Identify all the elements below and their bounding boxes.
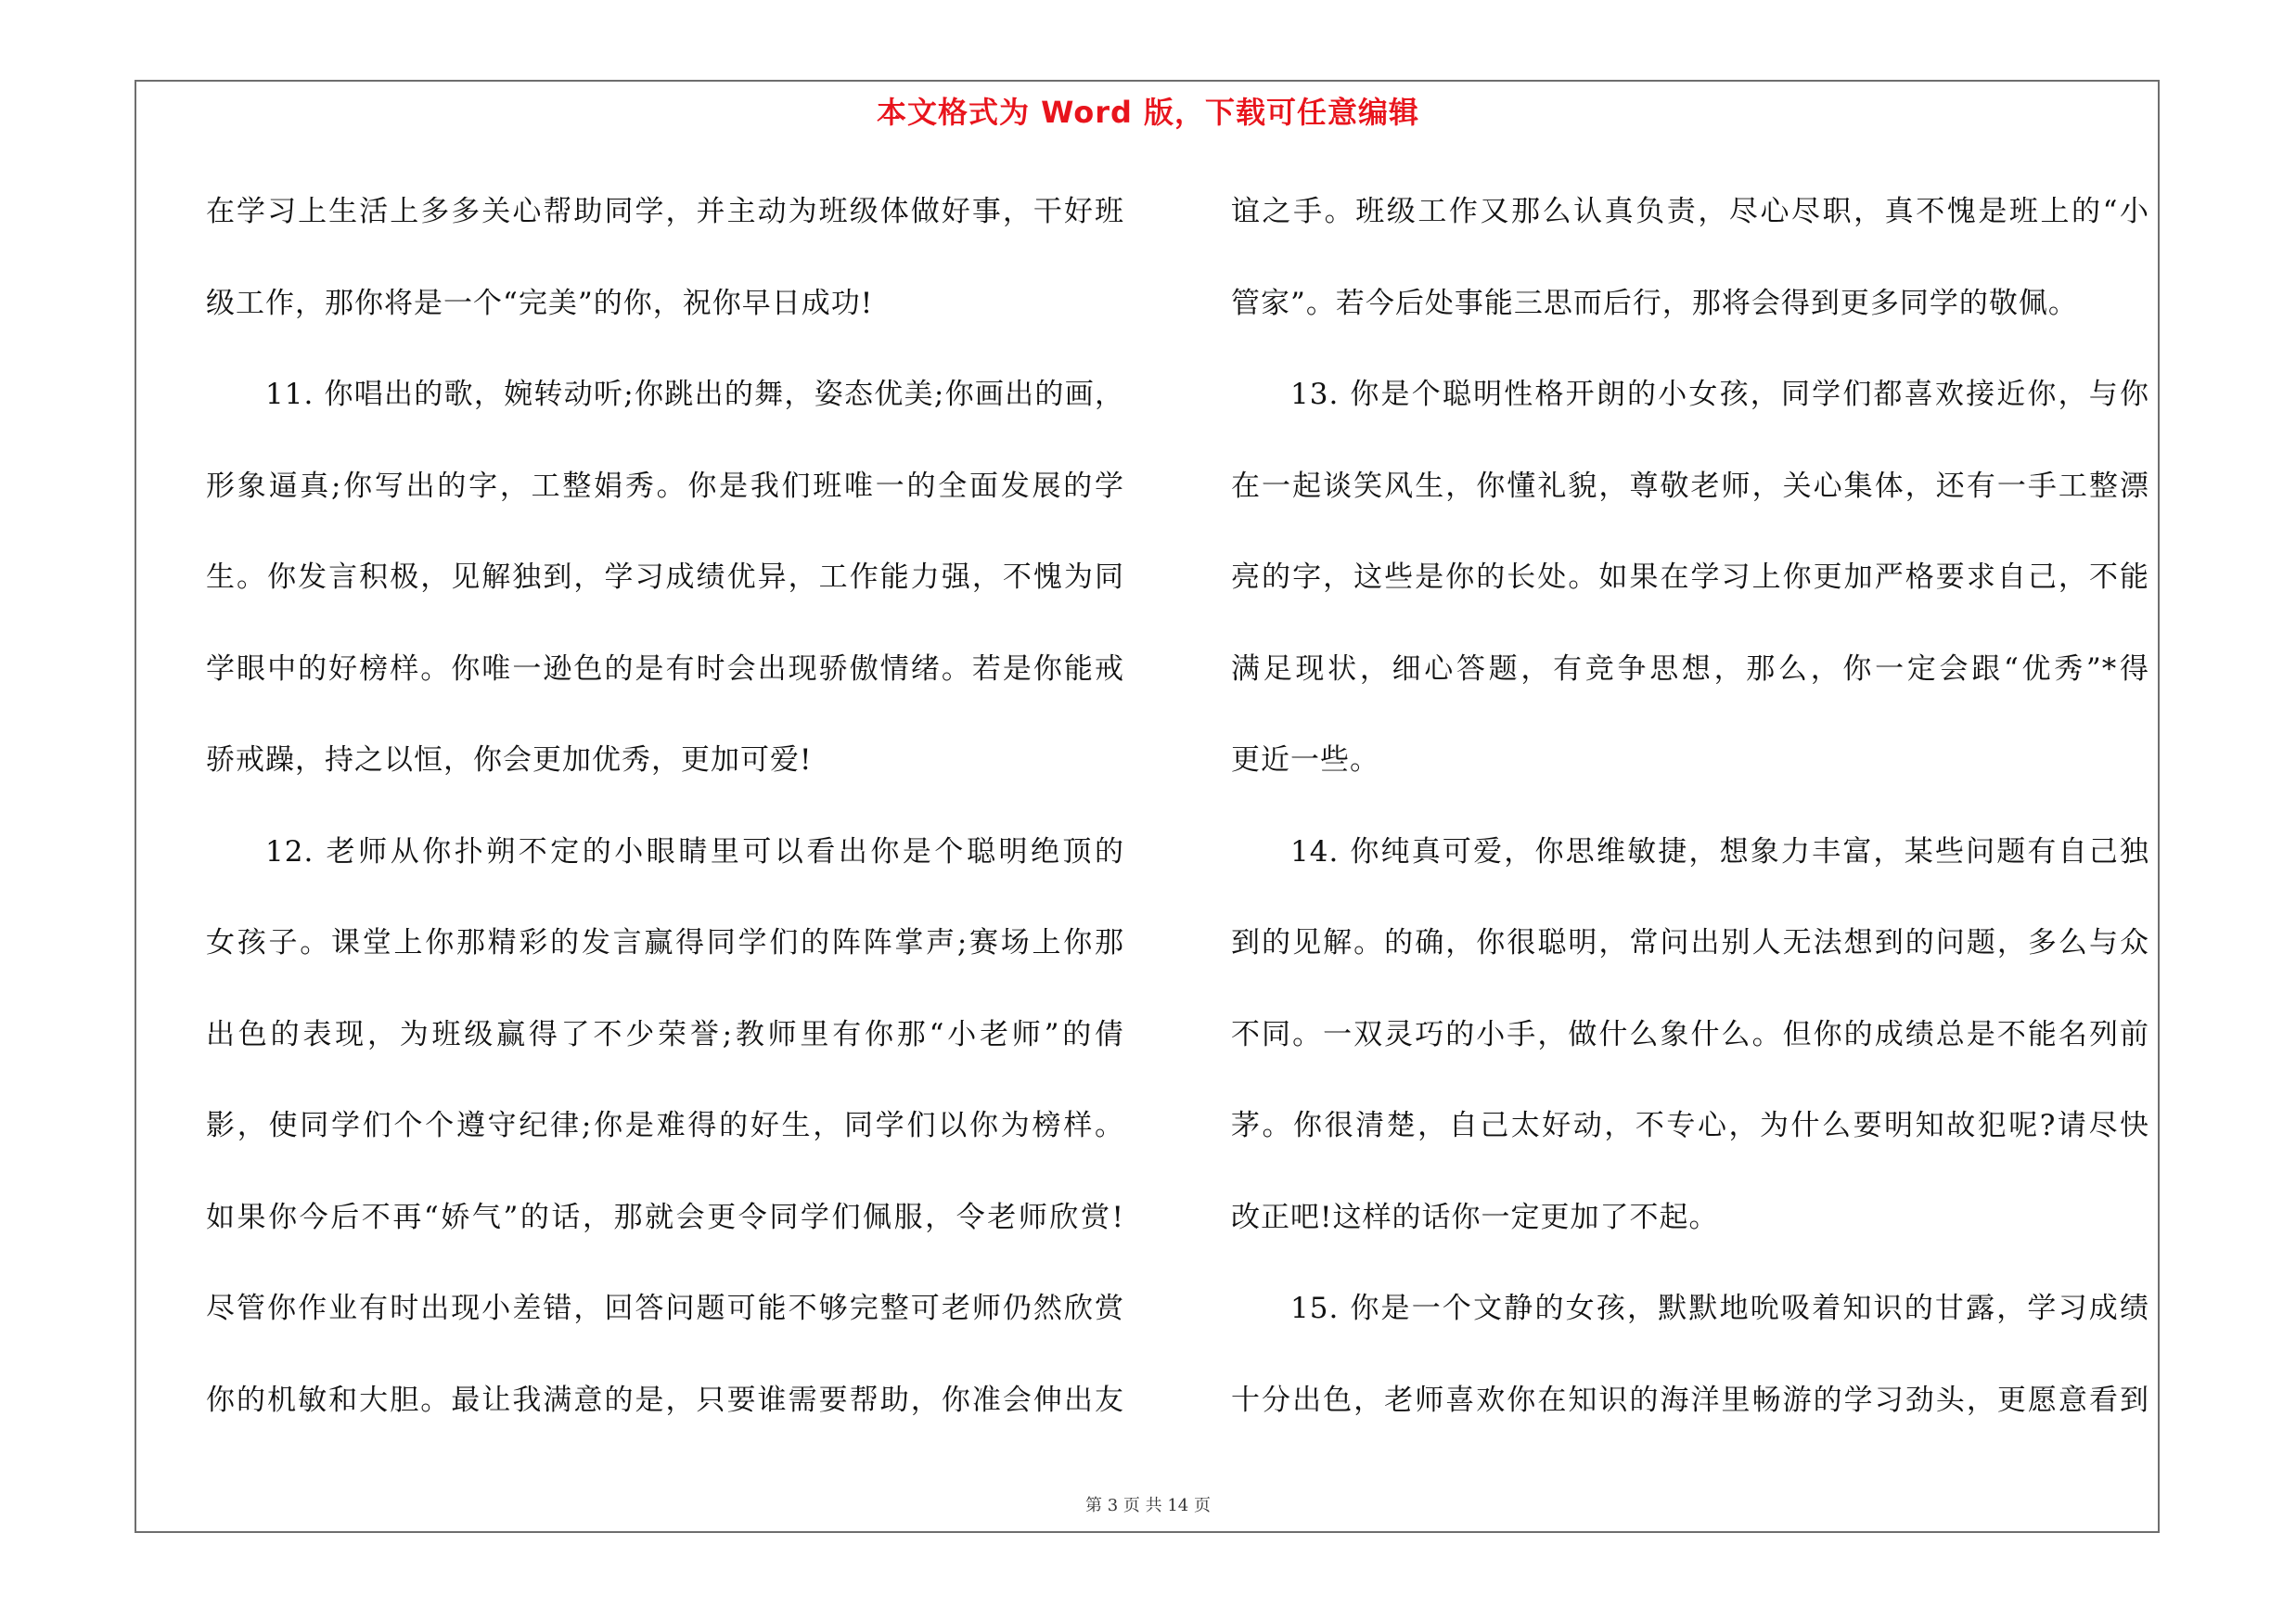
right-column: [1231, 184, 2149, 1463]
text-line: 改正吧!这样的话你一定更加了不起。: [1231, 1200, 1719, 1234]
text-line: 15. 你是一个文静的女孩，默默地吮吸着知识的甘露，学习成绩: [1290, 1292, 2149, 1325]
text-line: 在学习上生活上多多关心帮助同学，并主动为班级体做好事，干好班: [206, 195, 1124, 228]
text-line: 女孩子。课堂上你那精彩的发言赢得同学们的阵阵掌声;赛场上你那: [206, 926, 1124, 960]
text-line: 亮的字，这些是你的长处。如果在学习上你更加严格要求自己，不能: [1231, 560, 2149, 594]
text-line: 14. 你纯真可爱，你思维敏捷，想象力丰富，某些问题有自己独: [1290, 834, 2149, 869]
text-line: 茅。你很清楚，自己太好动，不专心，为什么要明知故犯呢?请尽快: [1231, 1109, 2149, 1142]
text-line: 级工作，那你将是一个“完美”的你，祝你早日成功!: [206, 286, 874, 320]
text-line: 形象逼真;你写出的字，工整娟秀。你是我们班唯一的全面发展的学: [206, 469, 1124, 503]
text-line: 尽管你作业有时出现小差错，回答问题可能不够完整可老师仍然欣赏: [206, 1292, 1124, 1325]
text-line: 更近一些。: [1231, 743, 1379, 777]
text-line: 在一起谈笑风生，你懂礼貌，尊敬老师，关心集体，还有一手工整漂: [1231, 469, 2149, 503]
text-line: 影，使同学们个个遵守纪律;你是难得的好生，同学们以你为榜样。: [206, 1109, 1124, 1142]
text-line: 12. 老师从你扑朔不定的小眼睛里可以看出你是个聪明绝顶的: [265, 834, 1124, 869]
text-line: 到的见解。的确，你很聪明，常问出别人无法想到的问题，多么与众: [1231, 926, 2149, 960]
text-line: 学眼中的好榜样。你唯一逊色的是有时会出现骄傲情绪。若是你能戒: [206, 651, 1124, 686]
text-line: 管家”。若今后处事能三思而后行，那将会得到更多同学的敬佩。: [1231, 286, 2078, 320]
text-line: 骄戒躁，持之以恒，你会更加优秀，更加可爱!: [206, 743, 813, 777]
text-line: 出色的表现，为班级赢得了不少荣誉;教师里有你那“小老师”的倩: [206, 1017, 1124, 1051]
text-line: 谊之手。班级工作又那么认真负责，尽心尽职，真不愧是班上的“小: [1231, 195, 2149, 228]
left-column: [206, 184, 1124, 1463]
text-line: 如果你今后不再“娇气”的话，那就会更令同学们佩服，令老师欣赏!: [206, 1200, 1124, 1234]
text-line: 满足现状，细心答题，有竞争思想，那么，你一定会跟“优秀”*得: [1231, 651, 2149, 686]
text-line: 不同。一双灵巧的小手，做什么象什么。但你的成绩总是不能名列前: [1231, 1017, 2149, 1051]
text-line: 生。你发言积极，见解独到，学习成绩优异，工作能力强，不愧为同: [206, 560, 1124, 594]
header-banner: 本文格式为 Word 版，下载可任意编辑: [876, 95, 1420, 130]
text-line: 11. 你唱出的歌，婉转动听;你跳出的舞，姿态优美;你画出的画，: [265, 378, 1124, 411]
text-line: 十分出色，老师喜欢你在知识的海洋里畅游的学习劲头，更愿意看到: [1231, 1383, 2149, 1417]
text-line: 你的机敏和大胆。最让我满意的是，只要谁需要帮助，你准会伸出友: [206, 1383, 1124, 1417]
page-number: 第 3 页 共 14 页: [1085, 1496, 1211, 1515]
text-line: 13. 你是个聪明性格开朗的小女孩，同学们都喜欢接近你，与你: [1290, 378, 2149, 411]
